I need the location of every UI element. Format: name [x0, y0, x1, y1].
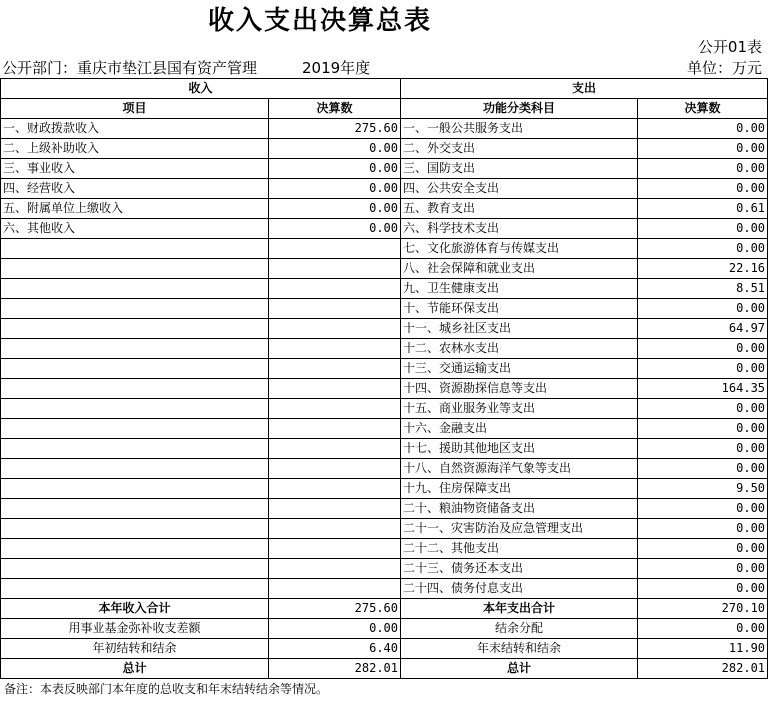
- expense-item-cell: 二、外交支出: [401, 139, 638, 159]
- income-item-cell: [1, 439, 269, 459]
- table-row: [1, 539, 768, 559]
- expense-item-cell: 十四、资源勘探信息等支出: [401, 379, 638, 399]
- income-amount-cell: [269, 439, 401, 459]
- expense-amount-cell: 0.00: [638, 499, 768, 519]
- expense-amount-cell: 0.00: [638, 299, 768, 319]
- table-code: 公开01表: [697, 38, 762, 56]
- income-amount-cell: [269, 459, 401, 479]
- summary-row: [1, 659, 768, 679]
- expense-amount-cell: 0.00: [638, 339, 768, 359]
- income-item-cell: 六、其他收入: [1, 219, 269, 239]
- income-item-cell: [1, 579, 269, 599]
- expense-amount-cell: 0.00: [638, 219, 768, 239]
- income-amount-cell: [269, 259, 401, 279]
- income-item-cell: [1, 479, 269, 499]
- expense-section-header: 支出: [401, 79, 768, 99]
- table-row: [1, 119, 768, 139]
- expense-amount-cell: 22.16: [638, 259, 768, 279]
- summary-row: [1, 619, 768, 639]
- income-summary-label: 本年收入合计: [1, 599, 269, 619]
- income-amount-cell: [269, 339, 401, 359]
- table-row: [1, 199, 768, 219]
- income-amount-cell: [269, 239, 401, 259]
- income-item-cell: [1, 539, 269, 559]
- income-amount-header: 决算数: [269, 99, 401, 119]
- expense-amount-cell: 0.00: [638, 459, 768, 479]
- income-item-cell: [1, 499, 269, 519]
- expense-amount-cell: 0.00: [638, 399, 768, 419]
- expense-item-cell: 十六、金融支出: [401, 419, 638, 439]
- income-summary-amount: 282.01: [269, 659, 401, 679]
- report-title: 收入支出决算总表: [207, 6, 432, 36]
- expense-amount-cell: 0.00: [638, 179, 768, 199]
- expense-item-cell: 二十二、其他支出: [401, 539, 638, 559]
- table-row: [1, 259, 768, 279]
- income-item-cell: 一、财政拨款收入: [1, 119, 269, 139]
- expense-item-cell: 二十三、债务还本支出: [401, 559, 638, 579]
- income-summary-label: 年初结转和结余: [1, 639, 269, 659]
- table-row: [1, 459, 768, 479]
- income-amount-cell: [269, 359, 401, 379]
- income-amount-cell: [269, 519, 401, 539]
- expense-summary-label: 本年支出合计: [401, 599, 638, 619]
- income-item-cell: 四、经营收入: [1, 179, 269, 199]
- table-row: [1, 219, 768, 239]
- income-amount-cell: [269, 419, 401, 439]
- table-row: [1, 419, 768, 439]
- section-header-row: [1, 79, 768, 99]
- expense-summary-amount: 282.01: [638, 659, 768, 679]
- report-year: 2019年度: [302, 59, 371, 77]
- expense-item-cell: 十一、城乡社区支出: [401, 319, 638, 339]
- income-amount-cell: [269, 479, 401, 499]
- income-amount-cell: [269, 279, 401, 299]
- expense-summary-label: 总计: [401, 659, 638, 679]
- income-item-header: 项目: [1, 99, 269, 119]
- expense-item-cell: 六、科学技术支出: [401, 219, 638, 239]
- income-amount-cell: 0.00: [269, 139, 401, 159]
- expense-amount-cell: 164.35: [638, 379, 768, 399]
- income-summary-amount: 275.60: [269, 599, 401, 619]
- expense-amount-cell: 64.97: [638, 319, 768, 339]
- income-amount-cell: [269, 399, 401, 419]
- expense-amount-cell: 0.00: [638, 519, 768, 539]
- expense-item-cell: 三、国防支出: [401, 159, 638, 179]
- expense-item-cell: 二十四、债务付息支出: [401, 579, 638, 599]
- expense-amount-cell: 0.00: [638, 419, 768, 439]
- table-row: [1, 139, 768, 159]
- expense-item-cell: 十三、交通运输支出: [401, 359, 638, 379]
- expense-summary-label: 结余分配: [401, 619, 638, 639]
- expense-amount-cell: 0.00: [638, 119, 768, 139]
- expense-amount-cell: 9.50: [638, 479, 768, 499]
- expense-summary-label: 年末结转和结余: [401, 639, 638, 659]
- table-row: [1, 399, 768, 419]
- expense-amount-cell: 0.00: [638, 159, 768, 179]
- table-row: [1, 239, 768, 259]
- expense-item-cell: 十九、住房保障支出: [401, 479, 638, 499]
- expense-summary-amount: 11.90: [638, 639, 768, 659]
- expense-summary-amount: 0.00: [638, 619, 768, 639]
- income-item-cell: [1, 519, 269, 539]
- income-amount-cell: 275.60: [269, 119, 401, 139]
- income-item-cell: [1, 459, 269, 479]
- expense-item-header: 功能分类科目: [401, 99, 638, 119]
- table-row: [1, 439, 768, 459]
- income-item-cell: [1, 239, 269, 259]
- summary-row: [1, 639, 768, 659]
- expense-item-cell: 九、卫生健康支出: [401, 279, 638, 299]
- expense-item-cell: 一、一般公共服务支出: [401, 119, 638, 139]
- expense-item-cell: 十、节能环保支出: [401, 299, 638, 319]
- table-row: [1, 279, 768, 299]
- department-value: 重庆市垫江县国有资产管理: [77, 59, 258, 77]
- expense-item-cell: 十八、自然资源海洋气象等支出: [401, 459, 638, 479]
- expense-item-cell: 八、社会保障和就业支出: [401, 259, 638, 279]
- income-item-cell: [1, 559, 269, 579]
- income-item-cell: [1, 399, 269, 419]
- income-amount-cell: [269, 499, 401, 519]
- income-amount-cell: [269, 379, 401, 399]
- expense-item-cell: 二十、粮油物资储备支出: [401, 499, 638, 519]
- income-amount-cell: [269, 559, 401, 579]
- income-summary-amount: 0.00: [269, 619, 401, 639]
- income-item-cell: [1, 379, 269, 399]
- table-row: [1, 519, 768, 539]
- expense-amount-cell: 0.00: [638, 559, 768, 579]
- table-row: [1, 559, 768, 579]
- table-row: [1, 579, 768, 599]
- table-row: [1, 499, 768, 519]
- expense-item-cell: 五、教育支出: [401, 199, 638, 219]
- department-line: [2, 59, 262, 77]
- expense-amount-cell: 0.00: [638, 539, 768, 559]
- table-row: [1, 299, 768, 319]
- expense-item-cell: 十二、农林水支出: [401, 339, 638, 359]
- table-row: [1, 159, 768, 179]
- income-item-cell: [1, 279, 269, 299]
- expense-amount-cell: 0.00: [638, 579, 768, 599]
- unit-label: 单位：万元: [686, 59, 762, 77]
- budget-table: [0, 78, 768, 679]
- expense-amount-header: 决算数: [638, 99, 768, 119]
- summary-row: [1, 599, 768, 619]
- expense-amount-cell: 0.00: [638, 439, 768, 459]
- expense-amount-cell: 0.00: [638, 139, 768, 159]
- expense-amount-cell: 0.61: [638, 199, 768, 219]
- table-row: [1, 339, 768, 359]
- department-label: 公开部门：: [2, 59, 78, 77]
- income-item-cell: [1, 419, 269, 439]
- income-amount-cell: [269, 539, 401, 559]
- income-item-cell: 二、上级补助收入: [1, 139, 269, 159]
- income-summary-label: 用事业基金弥补收支差额: [1, 619, 269, 639]
- income-amount-cell: 0.00: [269, 159, 401, 179]
- expense-item-cell: 十七、援助其他地区支出: [401, 439, 638, 459]
- income-amount-cell: 0.00: [269, 179, 401, 199]
- income-summary-amount: 6.40: [269, 639, 401, 659]
- income-item-cell: [1, 359, 269, 379]
- income-item-cell: [1, 339, 269, 359]
- expense-amount-cell: 0.00: [638, 359, 768, 379]
- table-row: [1, 479, 768, 499]
- income-item-cell: [1, 259, 269, 279]
- income-amount-cell: [269, 579, 401, 599]
- expense-item-cell: 二十一、灾害防治及应急管理支出: [401, 519, 638, 539]
- table-row: [1, 359, 768, 379]
- income-item-cell: 三、事业收入: [1, 159, 269, 179]
- income-amount-cell: 0.00: [269, 199, 401, 219]
- expense-summary-amount: 270.10: [638, 599, 768, 619]
- income-amount-cell: [269, 299, 401, 319]
- income-amount-cell: 0.00: [269, 219, 401, 239]
- income-item-cell: 五、附属单位上缴收入: [1, 199, 269, 219]
- expense-item-cell: 十五、商业服务业等支出: [401, 399, 638, 419]
- table-row: [1, 319, 768, 339]
- footnote: 备注：本表反映部门本年度的总收支和年末结转结余等情况。: [4, 682, 329, 696]
- table-row: [1, 179, 768, 199]
- income-amount-cell: [269, 319, 401, 339]
- expense-amount-cell: 8.51: [638, 279, 768, 299]
- table-row: [1, 379, 768, 399]
- income-section-header: 收入: [1, 79, 401, 99]
- expense-amount-cell: 0.00: [638, 239, 768, 259]
- expense-item-cell: 七、文化旅游体育与传媒支出: [401, 239, 638, 259]
- expense-item-cell: 四、公共安全支出: [401, 179, 638, 199]
- income-summary-label: 总计: [1, 659, 269, 679]
- income-item-cell: [1, 299, 269, 319]
- income-item-cell: [1, 319, 269, 339]
- column-header-row: [1, 99, 768, 119]
